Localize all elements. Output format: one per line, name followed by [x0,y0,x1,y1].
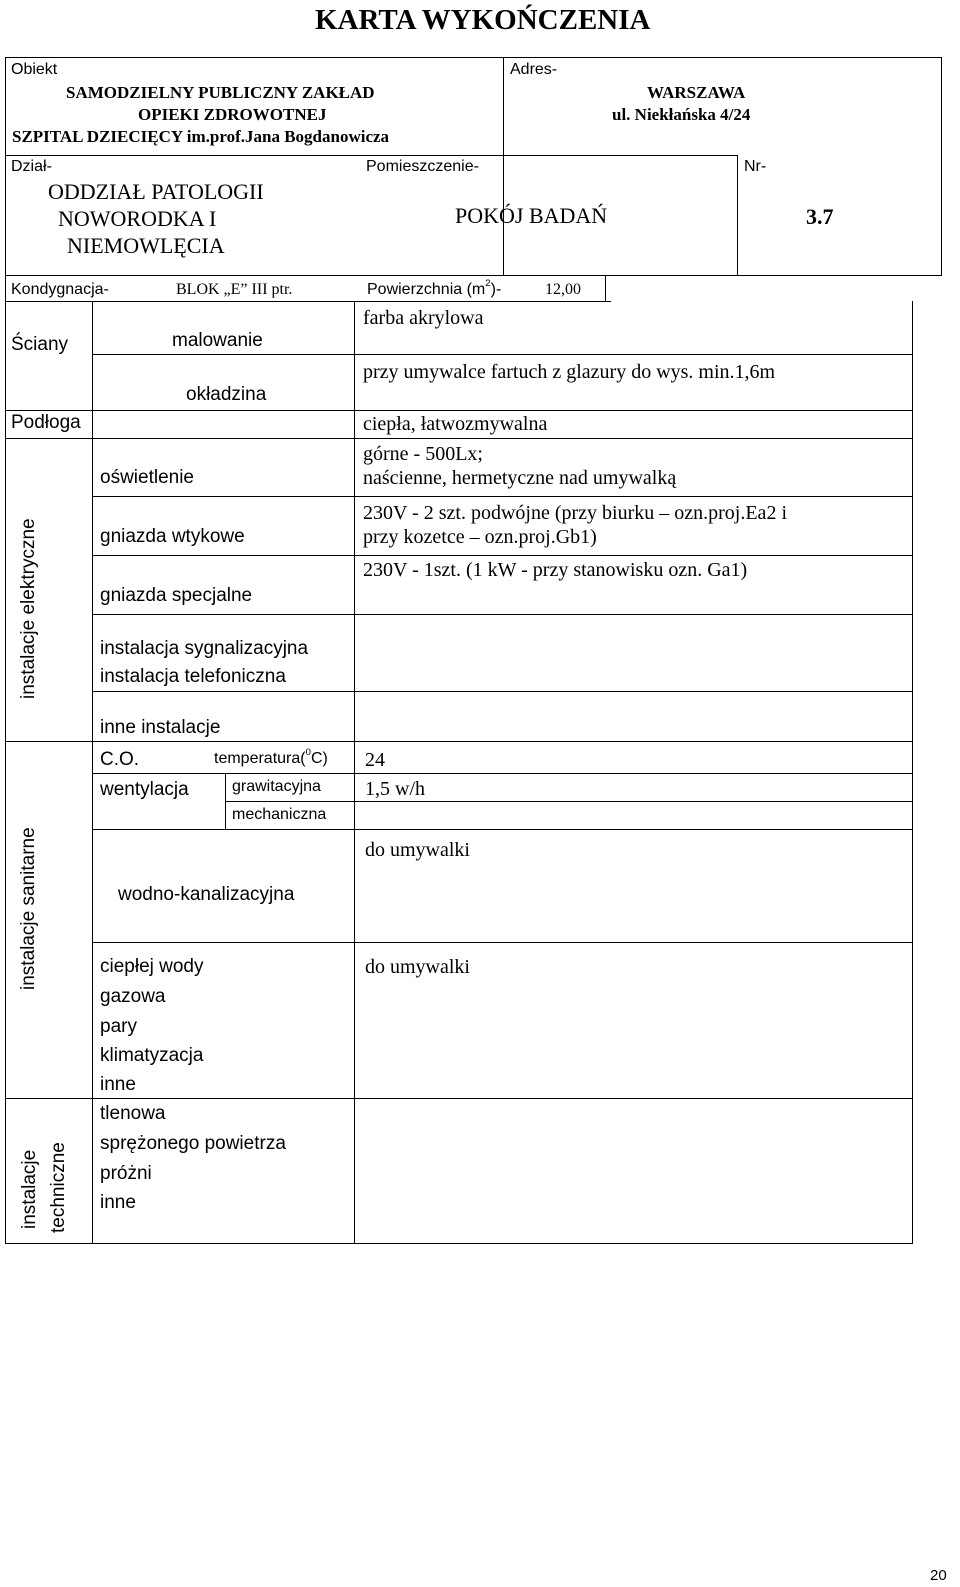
kondygnacja-label: Kondygnacja- [11,281,109,298]
techniczne-inne-label: inne [100,1192,136,1213]
cieplej-wody-label: ciepłej wody [100,956,204,977]
sprezonego-label: sprężonego powietrza [100,1133,286,1154]
gniazda-specjalne-value: 230V - 1szt. (1 kW - przy stanowisku ozn. Ga1) [363,559,748,581]
dzial-line-1: ODDZIAŁ PATOLOGII [48,179,264,204]
dzial-label: Dział- [11,158,52,175]
adres-city: WARSZAWA [647,83,746,102]
oswietlenie-label: oświetlenie [100,467,194,488]
obiekt-line-2: OPIEKI ZDROWOTNEJ [138,105,327,124]
okladzina-label: okładzina [186,384,267,405]
temperatura-label: temperatura($^0$C) [214,747,328,767]
kondygnacja-value: BLOK „E” III ptr. [176,281,293,298]
co-label: C.O. [100,749,140,770]
telefoniczna-label: instalacja telefoniczna [100,666,286,687]
oswietlenie-line-2: naścienne, hermetyczne nad umywalką [363,467,677,489]
sanitarne-inne-label: inne [100,1074,136,1095]
powierzchnia-label: Powierzchnia $(m^2)-$ [367,278,502,298]
obiekt-line-3: SZPITAL DZIECIĘCY im.prof.Jana Bogdanowicza [12,127,390,146]
techniczne-group-label-1: instalacje [19,1149,40,1229]
inne-instalacje-label: inne instalacje [100,717,221,738]
grawitacyjna-value: 1,5 w/h [365,778,425,800]
elektryczne-group-label: instalacje elektryczne [18,518,39,699]
page-number: 20 [930,1567,947,1584]
gniazda-wtykowe-line-2: przy kozetce – ozn.proj.Gb1) [363,526,597,548]
powierzchnia-value: 12,00 [545,281,581,298]
malowanie-label: malowanie [172,330,263,351]
nr-value: 3.7 [806,204,834,229]
pomieszczenie-value: POKÓJ BADAŃ [455,203,608,228]
nr-label: Nr- [744,158,767,175]
grawitacyjna-label: grawitacyjna [232,778,321,795]
gniazda-wtykowe-line-1: 230V - 2 szt. podwójne (przy biurku – ozn.proj.Ea2 i [363,502,787,524]
podloga-value: ciepła, łatwozmywalna [363,413,548,435]
gniazda-wtykowe-label: gniazda wtykowe [100,526,245,547]
mechaniczna-label: mechaniczna [232,806,327,823]
cieplej-wody-value: do umywalki [365,956,470,978]
obiekt-label: Obiekt [11,61,58,78]
techniczne-group-label-2: techniczne [48,1142,69,1233]
wod-kan-value: do umywalki [365,839,470,861]
tlenowa-label: tlenowa [100,1103,166,1124]
klimatyzacja-label: klimatyzacja [100,1045,204,1066]
wentylacja-label: wentylacja [100,779,189,800]
temperatura-value: 24 [365,749,385,771]
dzial-line-2: NOWORODKA I [58,206,217,231]
dzial-line-3: NIEMOWLĘCIA [67,233,225,258]
sciany-label: Ściany [11,334,69,355]
sygnalizacyjna-label: instalacja sygnalizacyjna [100,638,309,659]
okladzina-value: przy umywalce fartuch z glazury do wys. min.1,6m [363,361,776,383]
pomieszczenie-label: Pomieszczenie- [366,158,479,175]
podloga-label: Podłoga [11,412,81,433]
obiekt-line-1: SAMODZIELNY PUBLICZNY ZAKŁAD [66,83,375,102]
adres-label: Adres- [510,61,558,78]
sanitarne-group-label: instalacje sanitarne [18,827,39,990]
page-title: KARTA WYKOŃCZENIA [315,4,651,36]
malowanie-value: farba akrylowa [363,307,484,329]
gniazda-specjalne-label: gniazda specjalne [100,585,253,606]
gazowa-label: gazowa [100,986,166,1007]
adres-street: ul. Niekłańska 4/24 [612,105,751,124]
prozni-label: próżni [100,1163,152,1184]
pary-label: pary [100,1016,137,1037]
oswietlenie-line-1: górne - 500Lx; [363,443,483,465]
wod-kan-label: wodno-kanalizacyjna [118,884,295,905]
